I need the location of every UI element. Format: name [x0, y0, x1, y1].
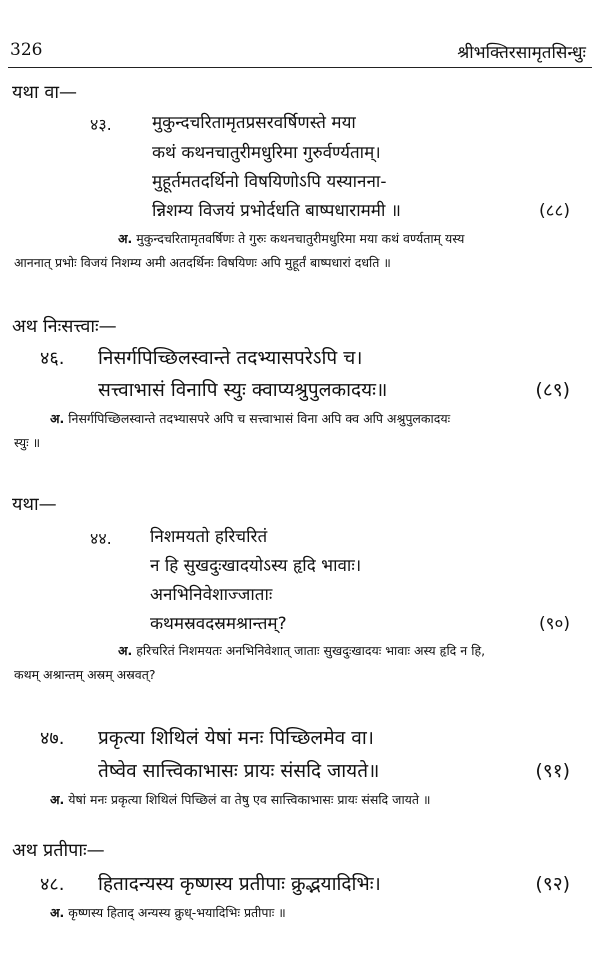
commentary-label: अ.: [118, 231, 133, 246]
verse-line: न हि सुखदुःखादयोऽस्य हृदि भावाः।: [150, 556, 362, 576]
section-intro: यथा वा—: [12, 82, 77, 103]
commentary-label: अ.: [118, 643, 133, 658]
verse-line: हितादन्यस्य कृष्णस्य प्रतीपाः क्रुद्भयादिभिः।: [98, 873, 381, 895]
commentary-line: [118, 640, 485, 662]
commentary-text: निसर्गपिच्छिलस्वान्ते तदभ्यासपरे अपि च सत्त्वाभासं विना अपि क्व अपि अश्रुपुलकादयः: [68, 411, 451, 426]
verse-line: मुहूर्तमतदर्थिनो विषयिणोऽपि यस्यानना-: [152, 172, 387, 192]
header-rule: [8, 67, 592, 68]
section-intro: अथ निःसत्त्वाः—: [12, 316, 117, 337]
commentary-line: स्युः ॥: [14, 435, 41, 450]
verse-line: अनभिनिवेशाज्जाताः: [150, 585, 273, 605]
commentary-text: मुकुन्दचरितामृतवर्षिणः ते गुरुः कथनचातुरीमधुरिमा मया कथं वर्ण्यताम् यस्य: [136, 231, 465, 246]
verse-line: कथं कथनचातुरीमधुरिमा गुरुर्वर्ण्यताम्।: [152, 143, 381, 163]
commentary-line: [118, 228, 464, 250]
verse-line: निसर्गपिच्छिलस्वान्ते तदभ्यासपरेऽपि च।: [98, 347, 363, 369]
commentary-line: [50, 408, 450, 430]
commentary-label: अ.: [50, 792, 65, 807]
verse-line: सत्त्वाभासं विनापि स्युः क्वाप्यश्रुपुलकादयः॥: [98, 379, 388, 401]
commentary-label: अ.: [50, 411, 65, 426]
verse-line: तेष्वेव सात्त्विकाभासः प्रायः संसदि जायते॥: [98, 760, 380, 782]
verse-line: मुकुन्दचरितामृतप्रसरवर्षिणस्ते मया: [152, 113, 356, 133]
commentary-label: अ.: [50, 905, 65, 920]
commentary-line: [50, 789, 431, 811]
section-intro: यथा—: [12, 494, 57, 515]
verse-line: प्रकृत्या शिथिलं येषां मनः पिच्छिलमेव वा।: [98, 727, 374, 749]
commentary-text: येषां मनः प्रकृत्या शिथिलं पिच्छिलं वा तेषु एव सात्त्विकाभासः प्रायः संसदि जायते ॥: [68, 792, 431, 807]
commentary-line: आननात् प्रभोः विजयं निशम्य अमी अतदर्थिनः विषयिणः अपि मुहूर्तं बाष्पधारां दधति ॥: [14, 255, 391, 270]
verse-number: ४४.: [90, 529, 112, 548]
verse-reference: (९२): [535, 873, 570, 895]
verse-reference: (९०): [539, 614, 570, 634]
verse-number: ४७.: [40, 728, 65, 749]
verse-line: न्निशम्य विजयं प्रभोर्दधति बाष्पधाराममी ॥: [152, 201, 401, 221]
verse-line: निशमयतो हरिचरितं: [150, 527, 268, 547]
section-intro: अथ प्रतीपाः—: [12, 840, 105, 861]
verse-reference: (९१): [535, 760, 570, 782]
verse-reference: (८९): [535, 379, 570, 401]
commentary-text: कृष्णस्य हिताद् अन्यस्य क्रुध्-भयादिभिः प्रतीपाः ॥: [68, 905, 286, 920]
commentary-text: हरिचरितं निशमयतः अनभिनिवेशात् जाताः सुखदुःखादयः भावाः अस्य हृदि न हि,: [136, 643, 486, 658]
verse-number: ४३.: [90, 115, 112, 134]
verse-reference: (८८): [539, 201, 570, 221]
page-number: 326: [10, 40, 43, 60]
verse-line: कथमस्रवदस्रमश्रान्तम्?: [150, 614, 287, 634]
verse-number: ४८.: [40, 874, 65, 895]
commentary-line: कथम् अश्रान्तम् अस्रम् अस्रवत्?: [14, 667, 156, 682]
verse-number: ४६.: [40, 348, 65, 369]
commentary-line: [50, 902, 286, 924]
running-title: श्रीभक्तिरसामृतसिन्धुः: [457, 43, 586, 63]
